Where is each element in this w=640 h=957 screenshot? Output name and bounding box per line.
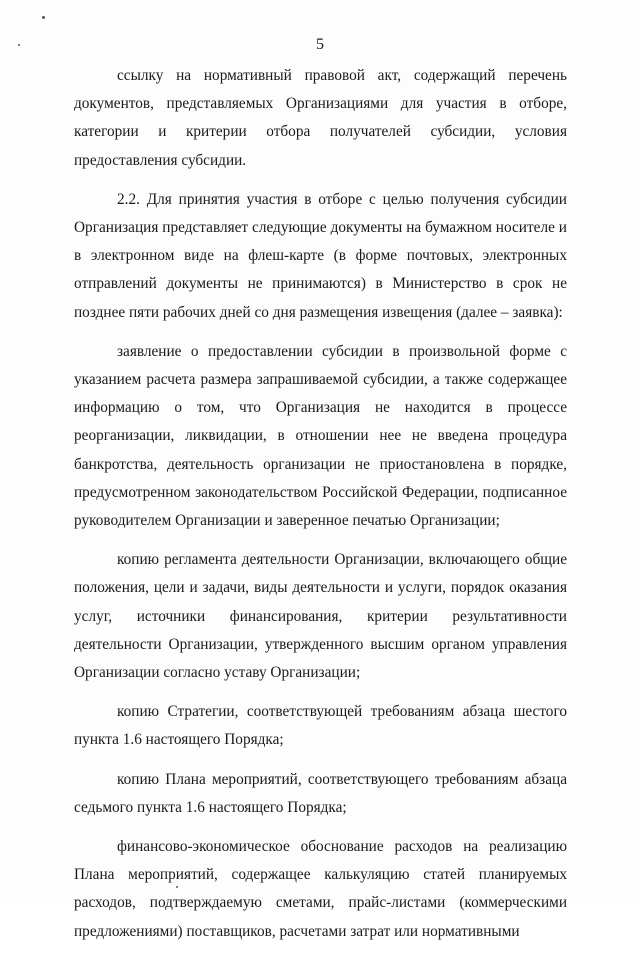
paragraph-regulation-copy: копию регламента деятельности Организации, включающего общие положения, цели и задачи, виды деятельности и услуги, порядок оказания услуг, источники финансирования, критерии результативности деятельности Организации, утвержденного высшим органом управления Организации согласно уставу Организации;	[74, 551, 567, 682]
scan-speck-top-left	[42, 16, 45, 19]
paragraph-strategy-copy: копию Стратегии, соответствующей требованиям абзаца шестого пункта 1.6 настоящего Порядка;	[74, 703, 567, 749]
paragraph-application-statement: заявление о предоставлении субсидии в произвольной форме с указанием расчета размера запрашиваемой субсидии, а также содержащее информацию о том, что Организация не находится в процессе реорганизации, ликвидации, в отношении нее не введена процедура банкротства, деятельность организации не приостановлена в порядке, предусмотренном законодательством Российской Федерации, подписанное руководителем Организации и заверенное печатью Организации;	[74, 342, 567, 530]
page-number: 5	[316, 36, 324, 53]
paragraph-subsidy-legal-act-reference: ссылку на нормативный правовой акт, содержащий перечень документов, представляемых Организациями для участия в отборе, категории и критерии отбора получателей субсидии, условия предоставления субсидии.	[74, 67, 567, 169]
paragraph-plan-copy: копию Плана мероприятий, соответствующего требованиям абзаца седьмого пункта 1.6 настоящего Порядка;	[74, 770, 567, 816]
document-body	[74, 62, 567, 957]
paragraph-section-2-2: 2.2. Для принятия участия в отборе с целью получения субсидии Организация представляет следующие документы на бумажном носителе и в электронном виде на флеш-карте (в форме почтовых, электронных отправлений документы не принимаются) в Министерство в срок не позднее пяти рабочих дней со дня размещения извещения (далее – заявка):	[74, 190, 567, 321]
paragraph-financial-justification: финансово-экономическое обоснование расходов на реализацию Плана мероприятий, содержащее калькуляцию статей планируемых расходов, подтверждаемую сметами, прайс-листами (коммерческими предложениями) поставщиков, расчетами затрат или нормативными	[74, 838, 567, 940]
